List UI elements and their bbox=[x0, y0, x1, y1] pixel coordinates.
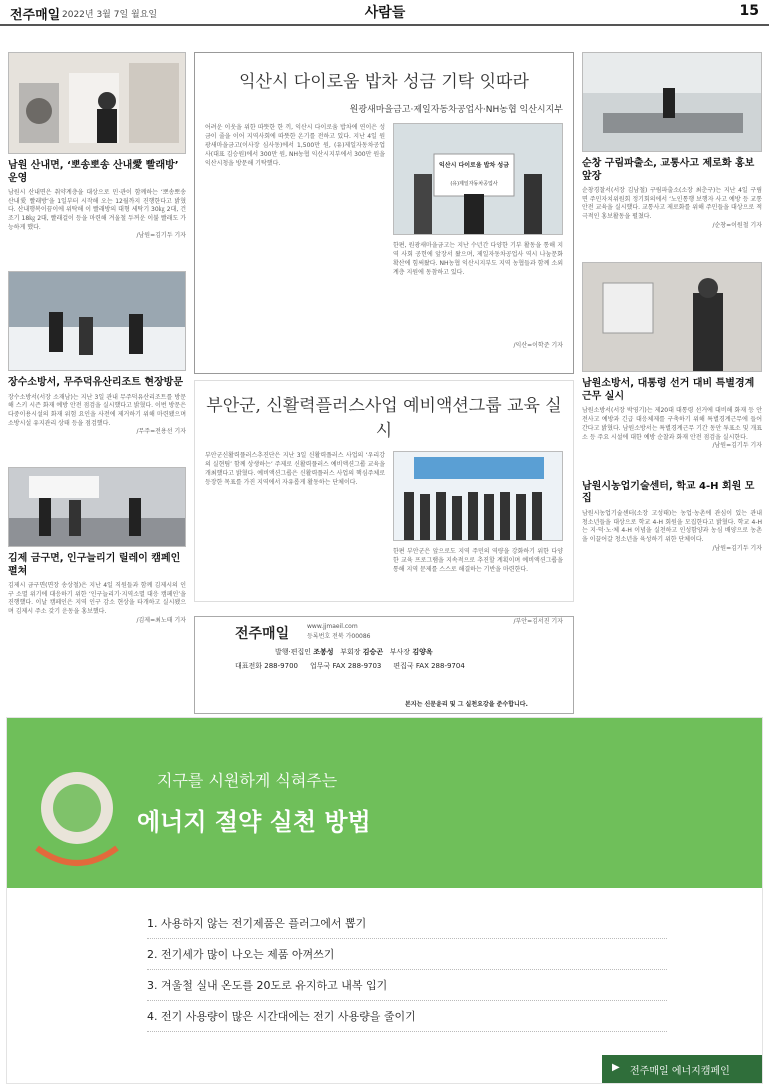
byline: /순창=이원철 기자 bbox=[712, 221, 762, 229]
left-column bbox=[8, 52, 186, 626]
ski-resort-photo bbox=[8, 271, 186, 371]
ethics-notice: 본지는 신문윤리 및 그 실천요강을 준수합니다. bbox=[405, 701, 528, 708]
vice-name: 김승곤 bbox=[362, 648, 384, 656]
byline: /김제=최노태 기자 bbox=[136, 616, 186, 624]
story-title: 김제 금구면, 인구늘리기 릴레이 캠페인 펼쳐 bbox=[8, 553, 181, 577]
earth-hands-icon bbox=[7, 718, 763, 888]
campaign-photo bbox=[8, 467, 186, 547]
phone-main: 대표전화 288-9700 bbox=[235, 662, 298, 670]
vice2-name: 김양옥 bbox=[412, 648, 433, 656]
energy-tips-list bbox=[147, 908, 667, 1032]
phone-business: 업무국 FAX 288-9703 bbox=[309, 662, 382, 670]
feature-text: 부안군신활력플러스추진단은 지난 3일 신활력플러스 사업의 ‘우리강의 실현팀’ 함께 상생하는’ 주제로 신활력플러스 예비액션그룹 교육을 개최했다고 밝혔다. 예비액션그룹은 신활력플러스 사업의 핵심주체로 등장한 목표를 가진 지역에서 자유롭게 활동하는 단체이다. bbox=[205, 452, 385, 486]
vice-label: 부회장 bbox=[340, 648, 361, 656]
group-illustration bbox=[394, 452, 563, 541]
masthead-reg: 등록번호 전북 가00086 bbox=[307, 633, 371, 640]
story-title: 순창 구림파출소, 교통사고 제로화 홍보 앞장 bbox=[582, 158, 755, 182]
byline: /부안=김서진 기자 bbox=[513, 618, 563, 625]
story-title: 남원소방서, 대통령 선거 대비 특별경계근무 실시 bbox=[582, 378, 755, 402]
byline: /익산=이학준 기자 bbox=[513, 342, 563, 349]
masthead-web: www.jjmaeil.com bbox=[307, 623, 358, 630]
newspaper-brand: 전주매일 bbox=[10, 8, 61, 23]
feature-text: 한편, 원광새마을금고는 지난 수년간 다양한 기부 활동을 통해 지역 사회 공헌에 앞장서 왔으며, 제일자동차공업사 역시 나눔문화 확산에 힘써왔다. NH농협 익산시지부도 지역 농협들과 함께 소외계층 지원에 동참하고 있다. bbox=[393, 242, 563, 276]
vice2-label: 부사장 bbox=[389, 648, 411, 656]
list-item: 4. 전기 사용량이 많은 시간대에는 전기 사용량을 줄이기 bbox=[147, 1001, 667, 1032]
laundry-illustration bbox=[9, 53, 186, 154]
play-icon: ▶ bbox=[612, 1062, 620, 1073]
masthead-brand: 전주매일 bbox=[235, 626, 290, 642]
section-title: 사람들 bbox=[364, 5, 406, 21]
feature-text: 어려운 이웃을 위한 따뜻한 한 끼, 익산시 다이로움 밥차에 연이은 성금이 줄을 이어 지역사회에 따뜻한 온기를 전하고 있다. 지난 4일 원광새마을금고(이사장 심사동)에서 1,500만 원, (유)제일자동차공업사(대표 김승원)에서 300만 원, NH농협 익산시지부에서 300만 원을 익산시청을 방문해 기탁했다. bbox=[205, 124, 385, 167]
slogan-main: 에너지 절약 실천 방법 bbox=[137, 808, 371, 836]
right-column bbox=[582, 52, 762, 553]
byline: /무주=전용선 기자 bbox=[136, 428, 186, 436]
story-text: 장수소방서(서장 소재남)는 지난 3일 관내 무주덕유산리조트를 방문해 스키 시즌 화재 예방 안전 점검을 실시했다고 밝혔다. 이번 방문은 다중이용시설의 화재 위험 요인을 사전에 제거하기 위해 마련됐으며 소방시설 유지관리 상태 등을 점검했다. bbox=[8, 393, 186, 427]
story-title: 남원 산내면, ‘뽀송뽀송 산내愛 빨래방’ 운영 bbox=[8, 160, 179, 184]
story-text: 남원시농업기술센터(소장 고성태)는 농업·농촌에 관심이 있는 관내 청소년들을 대상으로 학교 4-H 회원을 모집한다고 밝혔다. 학교 4-H는 지·덕·노·체 4-H 이념을 실천하고 인성함양과 농심 배양으로 농촌을 이끌어갈 청소년을 육성하기 위한 단체이다. bbox=[582, 509, 762, 543]
feature-box-donation bbox=[194, 52, 574, 374]
phone-editorial: 편집국 FAX 288-9704 bbox=[393, 662, 465, 670]
issue-date: 2022년 3월 7일 월요일 bbox=[62, 10, 158, 20]
phone-line bbox=[235, 661, 465, 671]
donation-sign-line2: (유)제일자동차공업사 bbox=[450, 181, 498, 187]
publisher-line bbox=[275, 647, 433, 657]
firefighter-illustration bbox=[583, 263, 762, 372]
story-body bbox=[8, 189, 186, 241]
firefighter-photo bbox=[582, 262, 762, 372]
story-body bbox=[8, 394, 186, 437]
story-body bbox=[582, 187, 762, 230]
campaign-footer bbox=[602, 1055, 762, 1083]
list-item: 3. 겨울철 실내 온도를 20도로 유지하고 내복 입기 bbox=[147, 970, 667, 1001]
laundry-photo bbox=[8, 52, 186, 154]
feature-title: 부안군, 신활력플러스사업 예비액션그룹 교육 실시 bbox=[206, 396, 562, 441]
feature-subtitle: 원광새마을금고·제일자동차공업사·NH농협 익산시지부 bbox=[349, 105, 563, 115]
masthead-box bbox=[194, 616, 574, 714]
police-photo bbox=[582, 52, 762, 152]
feature-text: 한편 부안군은 앞으로도 지역 주민의 역량을 강화하기 위한 다양한 교육 프로그램을 지속적으로 추진할 계획이며 예비액션그룹을 통해 지역 문제를 스스로 해결하는 기반을 마련한다. bbox=[393, 548, 563, 573]
donation-sign-line1: 익산시 다이로움 밥차 성금 bbox=[438, 162, 510, 169]
story-body bbox=[582, 510, 762, 553]
list-item: 2. 전기세가 많이 나오는 제품 아껴쓰기 bbox=[147, 939, 667, 970]
page-header bbox=[0, 0, 769, 26]
campaign-illustration bbox=[9, 468, 186, 547]
list-item: 1. 사용하지 않는 전기제품은 플러그에서 뽑기 bbox=[147, 908, 667, 939]
feature-title: 익산시 다이로움 밥차 성금 기탁 잇따라 bbox=[239, 72, 529, 92]
donation-photo bbox=[393, 123, 563, 235]
publisher-label: 발행·편집인 bbox=[275, 648, 312, 656]
story-text: 남원시 산내면은 취약계층을 대상으로 민·관이 함께하는 ‘뽀송뽀송 산내愛 빨래방’을 1일부터 시작해 오는 12월까지 진행한다고 밝혔다. 산내행복이끔이에 위탁해 이 빨래방의 대형 세탁기 30㎏ 2대, 건조기 18㎏ 2대, 빨래걸이 등을 마련해 겨울철 두꺼운 이불 빨래도 가능하게 했다. bbox=[8, 189, 186, 231]
energy-campaign-banner bbox=[6, 717, 763, 1084]
campaign-label: 전주매일 에너지캠페인 bbox=[630, 1066, 730, 1077]
byline: /남원=김기두 기자 bbox=[712, 544, 762, 552]
story-text: 순창경찰서(서장 김남철) 구림파출소(소장 최춘구)는 지난 4일 구림면 주민자치위원회 정기회의에서 ‘노인통행 보행자 사고 예방 등 교통안전 교육을 실시했다. 교통사고 제로화를 위해 주민들을 대상으로 적극적인 홍보활동을 펼쳤다. bbox=[582, 187, 762, 221]
ski-illustration bbox=[9, 272, 186, 371]
page-number: 15 bbox=[739, 3, 759, 19]
education-photo bbox=[393, 451, 563, 541]
meeting-illustration bbox=[583, 53, 762, 152]
feature-box-education bbox=[194, 380, 574, 625]
story-body bbox=[8, 582, 186, 625]
publisher-name: 조봉성 bbox=[313, 648, 334, 656]
story-body bbox=[582, 407, 762, 450]
story-text: 남원소방서(서장 박영기)는 제20대 대통령 선거에 대비해 화재 등 안전사고 예방과 긴급 대응체제를 구축하기 위해 특별경계근무에 들어간다고 밝혔다. 남원소방서는 특별경계근무 기간 동안 투표소 및 개표소 등 주요 시설에 대한 예방 순찰과 화재 안전 점검을 실시한다. bbox=[582, 407, 762, 441]
story-text: 김제시 금구면(면장 송상철)은 지난 4일 직원들과 함께 김제시의 인구 소멸 위기에 대응하기 위한 ‘인구늘리기·지역소멸 대응 캠페인’을 진행했다. 이날 캠페인은 지역 인구 감소 현상을 타개하고 실시됐으며 김제시 주소 갖기 운동을 홍보했다. bbox=[8, 582, 186, 616]
story-title: 장수소방서, 무주덕유산리조트 현장방문 bbox=[8, 377, 183, 389]
story-title: 남원시농업기술센터, 학교 4-H 회원 모집 bbox=[582, 480, 755, 505]
byline: /남원=김기두 기자 bbox=[136, 232, 186, 240]
byline: /남원=김기두 기자 bbox=[712, 442, 762, 450]
slogan-top: 지구를 시원하게 식혀주는 bbox=[157, 771, 338, 790]
middle-column bbox=[194, 52, 574, 708]
